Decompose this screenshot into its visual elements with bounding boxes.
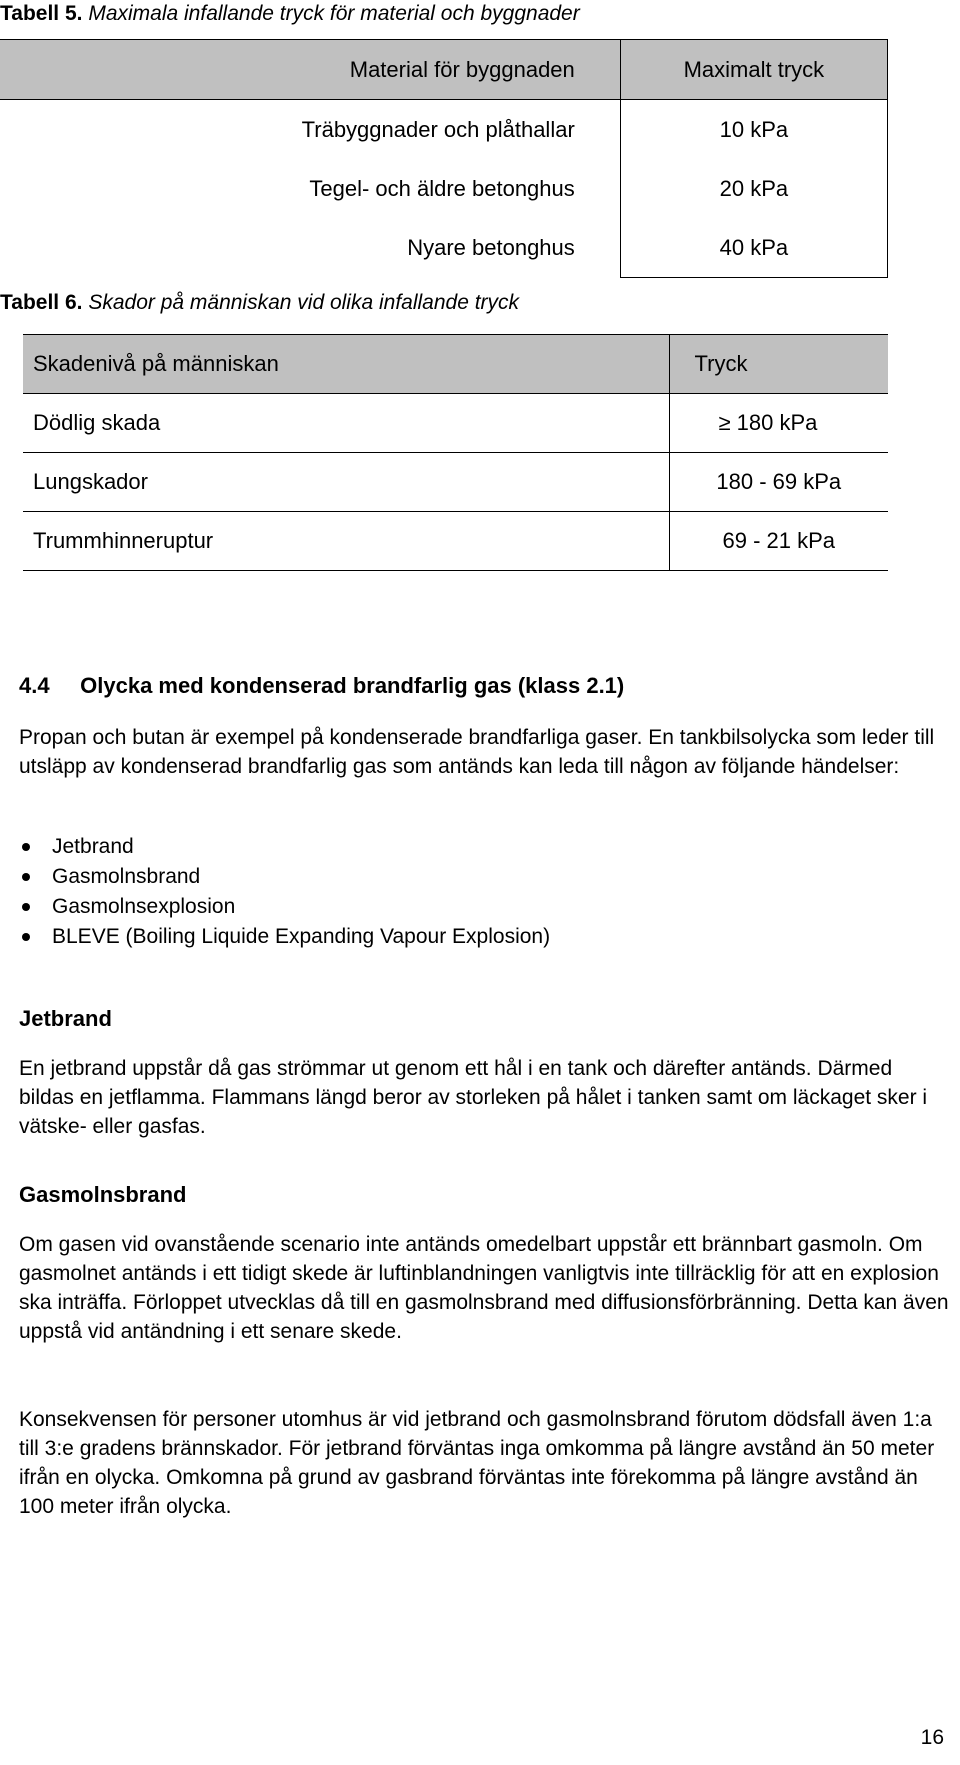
table-row [23,512,888,571]
list-item [19,832,550,862]
table5-cell: 40 kPa [620,218,887,278]
gasmolnsbrand-text: Om gasen vid ovanstående scenario inte antänds omedelbart uppstår ett brännbart gasmoln. Om gasmolnet antänds i ett tidigt skede är luftinblandningen vanligtvis inte tillräcklig för att en explosion ska inträffa. Förloppet utvecklas då till en gasmolnsbrand med diffusionsförbränning. Detta kan även uppstå vid antändning i ett senare skede. [19,1233,949,1343]
table-row [0,159,888,218]
table6-header-injury: Skadenivå på människan [23,335,669,394]
table5-caption-title: Maximala infallande tryck för material och byggnader [88,2,580,25]
table5-cell: Nyare betonghus [0,218,620,278]
table-row [0,100,888,160]
table5-header-row [0,40,888,100]
table6-cell: Trummhinneruptur [23,512,669,571]
section-heading: 4.4 Olycka med kondenserad brandfarlig gas (klass 2.1) [19,673,625,698]
table5-header-pressure: Maximalt tryck [620,40,887,100]
section-intro: Propan och butan är exempel på kondenserade brandfarliga gaser. En tankbilsolycka som leder till utsläpp av kondenserad brandfarlig gas som antänds kan leda till någon av följande händelser: [19,726,935,778]
list-item [19,892,550,922]
jetbrand-text: En jetbrand uppstår då gas strömmar ut genom ett hål i en tank och därefter antänds. Därmed bildas en jetflamma. Flammans längd beror av storleken på hålet i tanken samt om läckaget sker i vätske- eller gasfas. [19,1057,928,1138]
table6-cell: 180 - 69 kPa [669,453,888,512]
table6-header-row [23,335,888,394]
bullet-icon [22,933,30,941]
table5-caption-label: Tabell 5. [0,2,83,25]
list-item-label: Gasmolnsexplosion [52,895,236,918]
gasmolnsbrand-heading: Gasmolnsbrand [19,1182,187,1207]
jetbrand-heading: Jetbrand [19,1006,112,1031]
table5-caption [0,2,580,26]
table6-header-pressure: Tryck [669,335,888,394]
page-number: 16 [920,1726,944,1749]
list-item-label: Gasmolnsbrand [52,865,201,888]
table6-cell: ≥ 180 kPa [669,394,888,453]
table6 [23,334,888,571]
table6-caption-title: Skador på människan vid olika infallande tryck [88,291,520,314]
list-item [19,922,550,952]
table6-caption-label: Tabell 6. [0,291,83,314]
list-item-label: Jetbrand [52,835,134,858]
list-item [19,862,550,892]
table5-cell: 20 kPa [620,159,887,218]
bullet-icon [22,903,30,911]
bullet-icon [22,873,30,881]
table5-cell: Träbyggnader och plåthallar [0,100,620,160]
table5 [0,39,888,278]
table6-cell: Lungskador [23,453,669,512]
table-row [23,453,888,512]
table-row [0,218,888,278]
list-item-label: BLEVE (Boiling Liquide Expanding Vapour Explosion) [52,925,551,948]
table6-cell: Dödlig skada [23,394,669,453]
consequence-text: Konsekvensen för personer utomhus är vid jetbrand och gasmolnsbrand förutom dödsfall även 1:a till 3:e gradens brännskador. För jetbrand förväntas inga omkomma på längre avstånd än 50 meter ifrån en olycka. Omkomna på grund av gasbrand förväntas inte förekomma på längre avstånd än 100 meter ifrån olycka. [19,1408,935,1518]
bullet-icon [22,843,30,851]
table-row [23,394,888,453]
table5-cell: Tegel- och äldre betonghus [0,159,620,218]
table5-cell: 10 kPa [620,100,887,160]
table6-caption [0,291,519,315]
table5-header-material: Material för byggnaden [0,40,620,100]
table6-cell: 69 - 21 kPa [669,512,888,571]
event-list [19,832,550,952]
